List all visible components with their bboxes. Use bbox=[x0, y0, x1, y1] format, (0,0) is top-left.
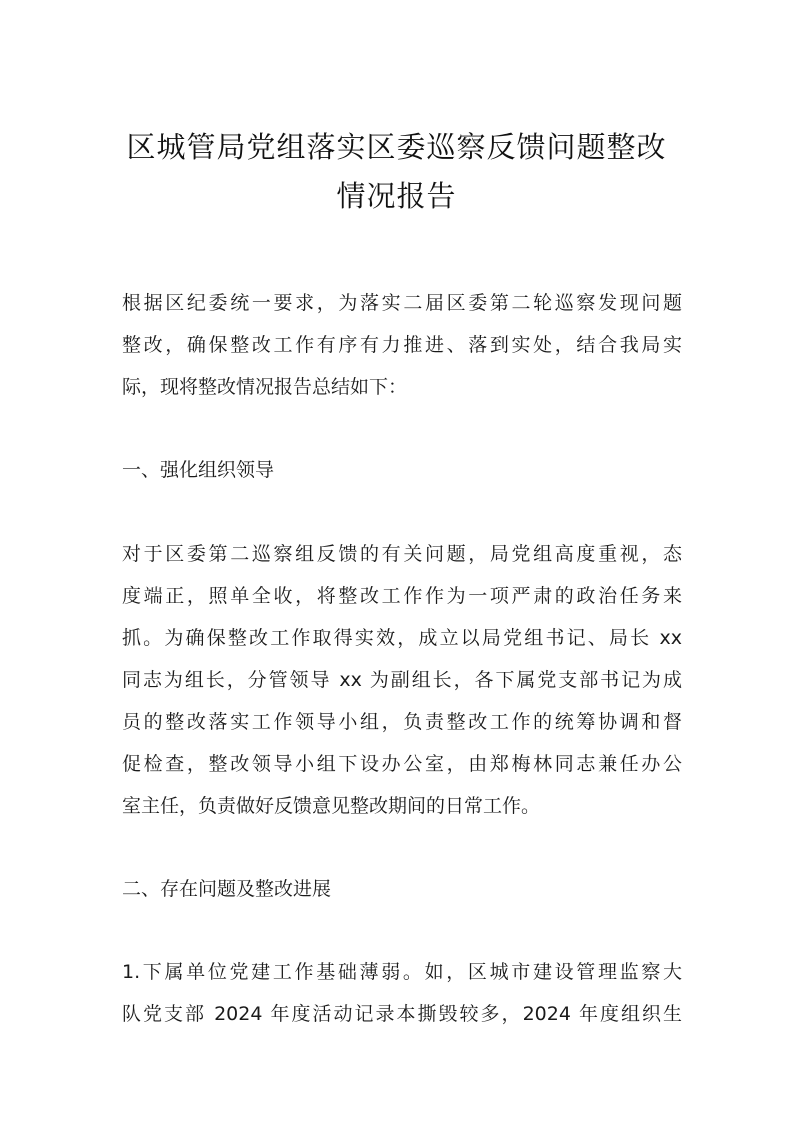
section-1-heading: 一、强化组织领导 bbox=[122, 459, 275, 481]
section-2-heading: 二、存在问题及整改进展 bbox=[122, 878, 332, 900]
section-1-line-6: 促检查，整改领导小组下设办公室，由郑梅林同志兼任办公 bbox=[122, 753, 682, 775]
document-title-line-1: 区城管局党组落实区委巡察反馈问题整改 bbox=[126, 130, 667, 164]
section-1-line-3: 抓。为确保整改工作取得实效，成立以局党组书记、局长 xx bbox=[122, 627, 682, 649]
intro-line-2: 整改，确保整改工作有序有力推进、落到实处，结合我局实 bbox=[122, 334, 682, 356]
document-title-line-2: 情况报告 bbox=[336, 179, 457, 213]
section-2-line-1: 1.下属单位党建工作基础薄弱。如，区城市建设管理监察大 bbox=[122, 961, 682, 983]
section-1-line-1: 对于区委第二巡察组反馈的有关问题，局党组高度重视，态 bbox=[122, 543, 682, 565]
section-1-line-4: 同志为组长，分管领导 xx 为副组长，各下属党支部书记为成 bbox=[122, 669, 682, 691]
intro-line-1: 根据区纪委统一要求，为落实二届区委第二轮巡察发现问题 bbox=[122, 292, 682, 314]
section-2-line-2: 队党支部 2024 年度活动记录本撕毁较多，2024 年度组织生 bbox=[122, 1003, 682, 1025]
intro-line-3: 际，现将整改情况报告总结如下： bbox=[122, 376, 408, 398]
section-1-line-7: 室主任，负责做好反馈意见整改期间的日常工作。 bbox=[122, 795, 541, 817]
section-1-line-5: 员的整改落实工作领导小组，负责整改工作的统筹协调和督 bbox=[122, 711, 682, 733]
section-1-line-2: 度端正，照单全收，将整改工作作为一项严肃的政治任务来 bbox=[122, 585, 682, 607]
